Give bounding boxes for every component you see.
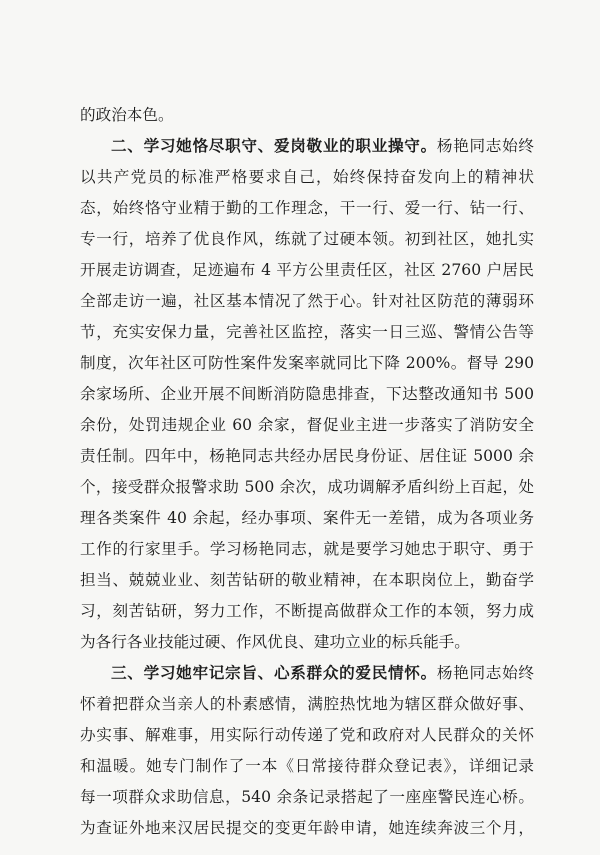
text-line: 专一行，培养了优良作风，练就了过硬本领。初到社区，她扎实 xyxy=(80,230,534,248)
text-line: 制度，次年社区可防性案件发案率就同比下降 200%。督导 290 xyxy=(80,354,534,372)
text-line: 怀着把群众当亲人的朴素感情，满腔热忱地为辖区群众做好事、 xyxy=(80,695,534,713)
text-line: 理各类案件 40 余起，经办事项、案件无一差错，成为各项业务 xyxy=(80,509,534,527)
section-heading-line: 二、学习她恪尽职守、爱岗敬业的职业操守。杨艳同志始终 xyxy=(111,136,534,155)
text-line: 以共产党员的标准严格要求自己，始终保持奋发向上的精神状 xyxy=(80,168,534,186)
section-heading: 二、学习她恪尽职守、爱岗敬业的职业操守。 xyxy=(111,136,437,155)
text-line: 工作的行家里手。学习杨艳同志，就是要学习她忠于职守、勇于 xyxy=(80,540,534,558)
text-line: 办实事、解难事，用实际行动传递了党和政府对人民群众的关怀 xyxy=(80,726,534,744)
text-line: 责任制。四年中，杨艳同志共经办居民身份证、居住证 5000 余 xyxy=(80,447,534,465)
text-line: 节，充实安保力量，完善社区监控，落实一日三巡、警情公告等 xyxy=(80,323,534,341)
text-line: 余家场所、企业开展不间断消防隐患排查，下达整改通知书 500 xyxy=(80,385,534,403)
text-line: 为查证外地来汉居民提交的变更年龄申请，她连续奔波三个月， xyxy=(80,819,534,837)
text-line: 为各行各业技能过硬、作风优良、建功立业的标兵能手。 xyxy=(80,633,470,651)
text-line: 担当、兢兢业业、刻苦钻研的敬业精神，在本职岗位上，勤奋学 xyxy=(80,571,534,589)
text-line: 个，接受群众报警求助 500 余次，成功调解矛盾纠纷上百起，处 xyxy=(80,478,534,496)
section-heading-line: 三、学习她牢记宗旨、心系群众的爱民情怀。杨艳同志始终 xyxy=(111,663,534,682)
section-heading: 三、学习她牢记宗旨、心系群众的爱民情怀。 xyxy=(111,663,437,682)
text-line: 余份，处罚违规企业 60 余家，督促业主进一步落实了消防安全 xyxy=(80,416,534,434)
text-line: 和温暖。她专门制作了一本《日常接待群众登记表》，详细记录 xyxy=(80,757,534,775)
text-line: 习，刻苦钻研，努力工作，不断提高做群众工作的本领，努力成 xyxy=(80,602,534,620)
text-line: 每一项群众求助信息，540 余条记录搭起了一座座警民连心桥。 xyxy=(80,788,534,806)
text-line: 态，始终恪守业精于勤的工作理念，干一行、爱一行、钻一行、 xyxy=(80,199,534,217)
text-line: 开展走访调查，足迹遍布 4 平方公里责任区，社区 2760 户居民 xyxy=(80,261,534,279)
text-line: 的政治本色。 xyxy=(80,106,174,124)
text-line: 全部走访一遍，社区基本情况了然于心。针对社区防范的薄弱环 xyxy=(80,292,534,310)
